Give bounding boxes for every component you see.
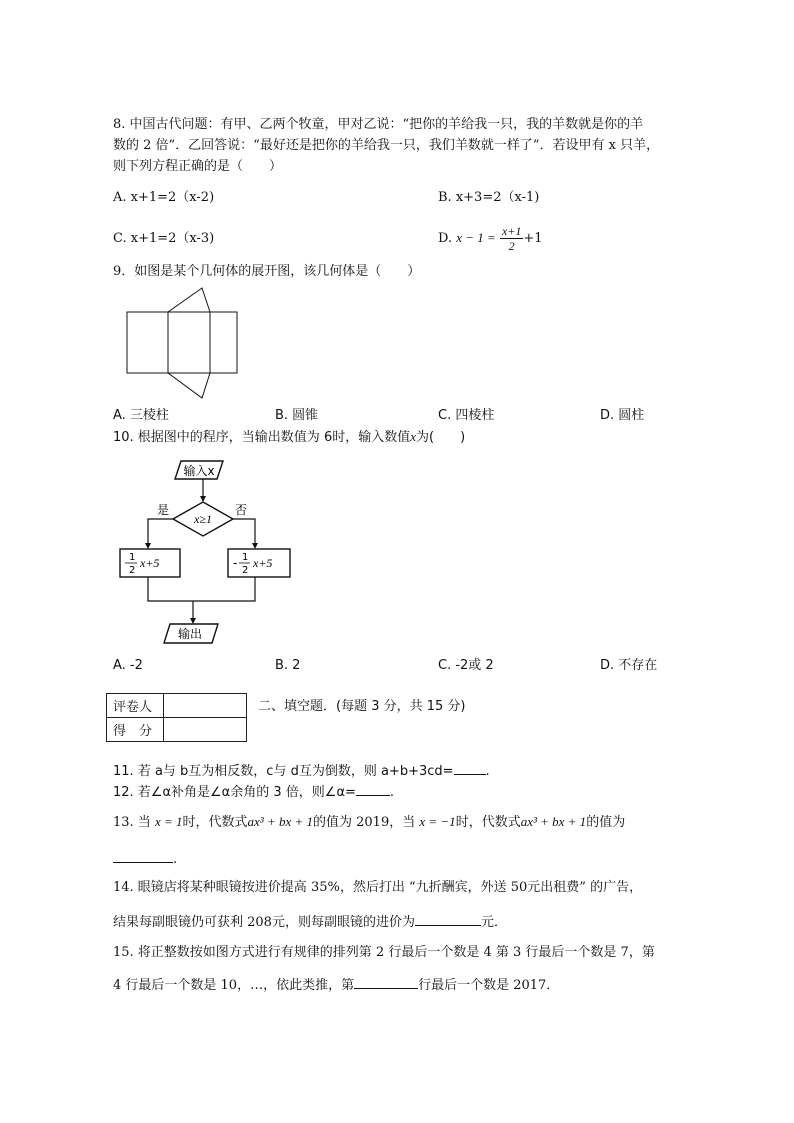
q8-stem-line3: 则下列方程正确的是（ ） [113,159,283,174]
q8-option-d [438,221,543,256]
q8-option-d-lhs: x − 1 = [456,230,496,245]
q8-option-a: A. x+1=2（x-2) [113,190,215,205]
q13-expression-2: ax³ + bx + 1 [520,814,587,829]
q13-text-c: 的值为 2019，当 [313,815,416,830]
q12-end: . [389,785,395,800]
q15-text-b: 行最后一个数是 2017． [418,978,560,993]
q14-line2 [113,913,507,931]
q8-option-d-fraction [500,224,523,253]
q10-stem-variable: x [410,429,416,444]
q10-option-a: A. -2 [113,658,143,673]
q13-answer-blank[interactable] [113,850,173,863]
q13-text-a: 13. 当 [113,815,151,830]
q13-line1 [113,814,625,831]
q10-stem [113,429,465,446]
score-table [106,693,247,742]
q12-answer-blank[interactable] [356,783,390,796]
q8-option-d-denominator: 2 [508,239,515,253]
q14-answer-blank[interactable] [415,913,481,926]
flow-left-denominator: 2 [129,565,136,576]
flow-arrowhead-no [252,543,258,549]
net-face-middle [168,312,210,373]
net-face-left [127,312,168,373]
flow-right-expr: x+5 [253,556,273,570]
q10-stem-part2: 为( ) [416,430,466,445]
q14-unit: 元． [480,915,507,930]
grader-cell[interactable] [164,694,247,718]
net-triangle-bottom [168,373,210,398]
flow-arrow-yes [148,519,173,547]
q13-cond-1: x = 1 [154,814,183,829]
q8-stem-line1: 8. 中国古代问题：有甲、乙两个牧童，甲对乙说：“把你的羊给我一只，我的羊数就是你的羊 [113,117,644,132]
flow-merge-lines [148,577,255,601]
q8-option-c: C. x+1=2（x-3) [113,231,215,246]
flow-arrowhead-yes [145,543,151,549]
flow-yes-label: 是 [157,503,170,517]
q9-option-b: B. 圆锥 [275,408,319,423]
q12-line [113,783,394,801]
q15-text-a: 4 行最后一个数是 10，…，依此类推，第 [113,978,355,993]
flow-right-denominator: 2 [242,565,249,576]
q13-text-e: 的值为 [586,815,626,830]
q13-end: . [173,852,178,867]
flow-no-label: 否 [235,503,248,517]
flow-input-label: 输入x [183,464,215,478]
q11-end: . [485,764,490,779]
q13-line2 [113,850,177,868]
prism-net-figure [120,285,250,405]
q9-stem: 9．如图是某个几何体的展开图，该几何体是（ ） [113,264,421,279]
q13-expression-1: ax³ + bx + 1 [247,814,313,829]
flow-arrowhead-1 [200,496,206,502]
q11-answer-blank[interactable] [454,762,486,775]
q10-option-c: C. -2或 2 [438,658,494,673]
score-label: 得 分 [107,718,164,742]
flow-right-sign: - [233,556,238,570]
section-2-heading: 二、填空题．(每题 3 分，共 15 分) [258,699,466,714]
q9-option-c: C. 四棱柱 [438,408,495,423]
q14-line1: 14. 眼镜店将某种眼镜按进价提高 35%，然后打出 “九折酬宾，外送 50元出租费” 的广告， [113,880,643,895]
q8-option-b: B. x+3=2（x-1) [438,190,540,205]
flowchart [115,455,305,655]
flow-right-numerator: 1 [242,552,249,563]
score-cell[interactable] [164,718,247,742]
net-triangle-top [168,288,210,312]
flow-decision-label: x≥1 [194,512,212,526]
q8-option-d-label: D. [438,231,453,246]
q10-option-b: B. 2 [275,658,301,673]
q9-option-a: A. 三棱柱 [113,408,169,423]
q10-option-d: D. 不存在 [600,658,658,673]
net-face-right [210,312,237,373]
q15-answer-blank[interactable] [354,976,418,989]
flow-arrowhead-output [190,618,196,624]
q8-option-d-tail: +1 [523,231,543,246]
flow-arrow-no [233,519,255,547]
q11-line [113,762,490,780]
flow-output-label: 输出 [177,627,203,641]
q9-option-d: D. 圆柱 [600,408,645,423]
q13-text-b: 时，代数式 [182,815,248,830]
flow-left-numerator: 1 [129,552,136,563]
q8-option-d-numerator: x+1 [501,224,522,238]
q15-line1: 15. 将正整数按如图方式进行有规律的排列第 2 行最后一个数是 4 第 3 行最后一个数是 7，第 [113,945,655,960]
flow-left-expr: x+5 [140,556,160,570]
q13-cond-2: x = −1 [419,814,456,829]
grader-label: 评卷人 [107,694,164,718]
q15-line2 [113,976,559,994]
q14-text: 结果每副眼镜仍可获利 208元，则每副眼镜的进价为 [113,915,415,930]
q8-stem-line2: 数的 2 倍”．乙回答说：“最好还是把你的羊给我一只，我们羊数就一样了”．若设甲有 x 只羊， [113,138,660,153]
q13-text-d: 时，代数式 [455,815,521,830]
q12-text: 12. 若∠α补角是∠α余角的 3 倍，则∠α= [113,785,356,800]
q11-text: 11. 若 a与 b互为相反数，c与 d互为倒数，则 a+b+3cd= [113,764,454,779]
q10-stem-part1: 10. 根据图中的程序，当输出数值为 6时，输入数值 [113,430,411,445]
